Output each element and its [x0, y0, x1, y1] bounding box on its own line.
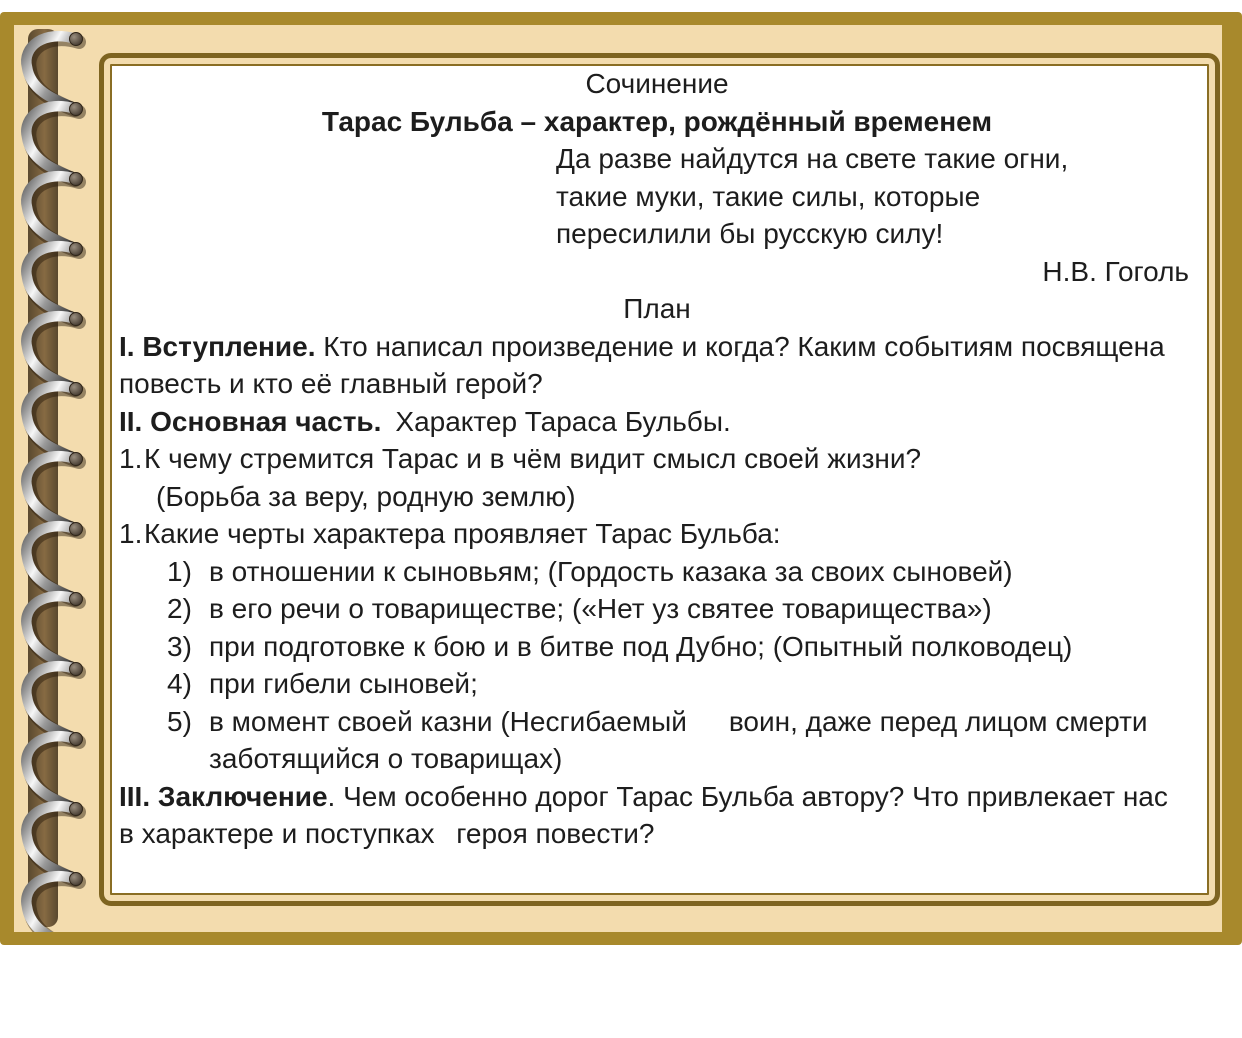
epigraph-line: такие муки, такие силы, которые [556, 180, 981, 212]
sub-item-number: 3) [167, 630, 192, 662]
sub-item-number: 2) [167, 593, 192, 624]
section-main [119, 403, 1171, 441]
sub-item-text: при подготовке к бою и в битве под Дубно; (Опытный полководец) [209, 630, 1073, 662]
list-item-number: 1. [119, 518, 143, 549]
list-item-body [144, 515, 1195, 553]
plan-heading: План [623, 293, 691, 324]
sub-item-text: в отношении к сыновьям; (Гордость казака за своих сыновей) [209, 555, 1013, 587]
list-item-number: 1. [119, 443, 143, 474]
list-item-body [144, 440, 1195, 515]
content-frame [99, 53, 1220, 906]
sub-item [167, 628, 1195, 666]
list-item [119, 440, 1195, 515]
section-conclusion-lead: III. Заключение [119, 780, 328, 812]
list-item-text: Какие черты характера проявляет Тарас Бульба: [144, 518, 781, 549]
spiral-binding-icon [14, 25, 99, 932]
sub-item [167, 590, 1195, 628]
section-conclusion-text: . Чем особенно дорог Тарас Бульба автору? Что привлекает нас в характере и поступках героя повести? [119, 780, 1168, 849]
slide-card [0, 12, 1242, 945]
section-intro-text: Кто написал произведение и когда? Каким событиям посвящена повесть и кто её главный герой? [119, 330, 1165, 399]
section-intro-lead: I. Вступление. [119, 330, 316, 362]
sub-item-number: 1) [167, 555, 192, 587]
epigraph-line: Да разве найдутся на свете такие огни, [556, 143, 1069, 174]
epigraph-author: Н.В. Гоголь [1042, 255, 1189, 287]
sub-item-number: 4) [167, 668, 192, 699]
section-main-text: Характер Тараса Бульбы. [381, 405, 731, 437]
list-item [119, 515, 1195, 553]
doc-type-line: Сочинение [585, 68, 729, 99]
essay-plan [114, 64, 1203, 853]
section-conclusion [119, 778, 1171, 853]
sub-item [167, 703, 1195, 778]
slide-paper [14, 25, 1222, 932]
sub-item [167, 553, 1195, 591]
sub-item-text: при гибели сыновей; [209, 668, 478, 699]
spiral-binding [14, 25, 99, 932]
sub-item-number: 5) [167, 705, 192, 737]
section-main-lead: II. Основная часть. [119, 405, 382, 437]
list-item-note: (Борьба за веру, родную землю) [156, 480, 576, 512]
essay-title: Тарас Бульба – характер, рождённый временем [321, 105, 993, 137]
sub-item [167, 665, 1195, 703]
sub-item-text: в момент своей казни (Несгибаемый воин, даже перед лицом смерти заботящийся о товарищах) [209, 705, 1148, 774]
list-item-text: К чему стремится Тарас и в чём видит смысл своей жизни? [144, 443, 922, 474]
epigraph-line: пересилили бы русскую силу! [556, 218, 944, 249]
section-intro [119, 328, 1171, 403]
epigraph [556, 140, 1195, 253]
sub-item-text: в его речи о товариществе; («Нет уз святее товарищества») [209, 593, 992, 624]
